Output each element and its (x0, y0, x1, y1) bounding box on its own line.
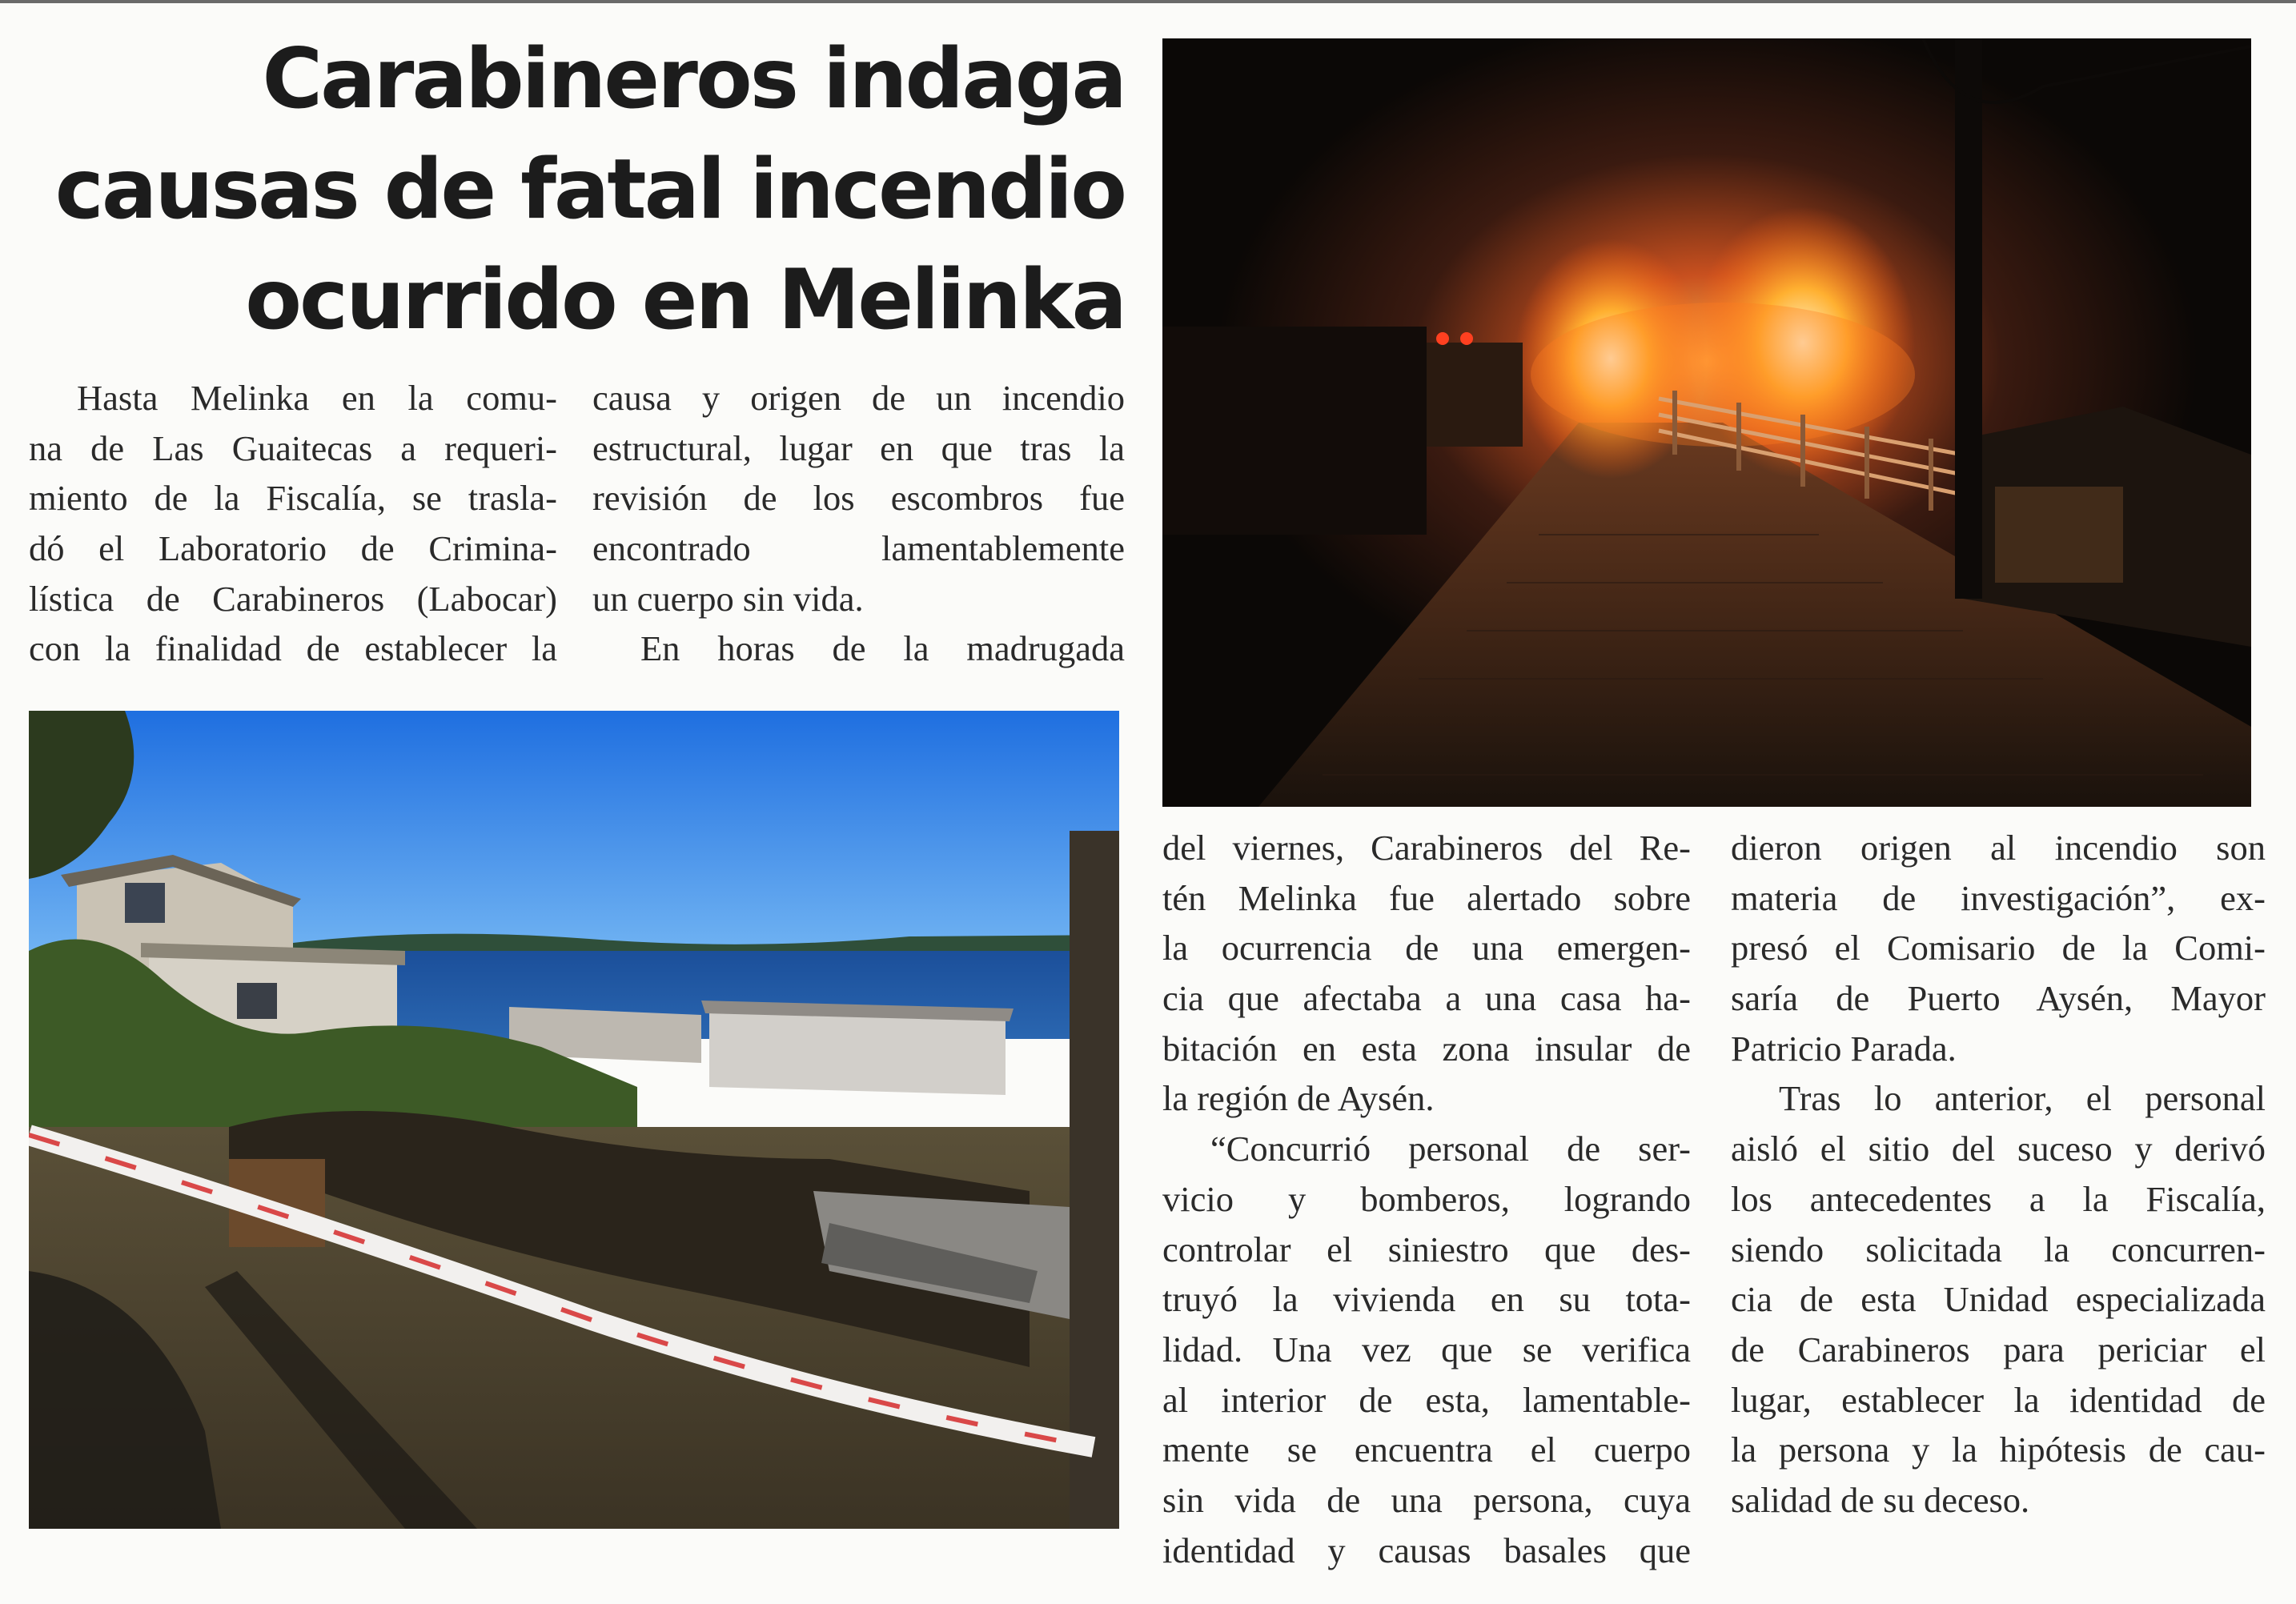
text-line: la región de Aysén. (1162, 1078, 1435, 1119)
text-line: presó el Comisario de la Comi- (1731, 928, 2266, 968)
headline-line: ocurrido en Melinka (245, 252, 1125, 348)
text-line: lística de Carabineros (Labocar) (29, 578, 557, 619)
text-line: “Concurrió personal de ser- (1210, 1129, 1691, 1169)
text-line: un cuerpo sin vida. (592, 578, 864, 619)
text-line: dó el Laboratorio de Crimina- (29, 528, 557, 569)
text-line: dieron origen al incendio son (1731, 828, 2266, 868)
article-column-2 (592, 373, 1125, 674)
text-line: na de Las Guaitecas a requeri- (29, 427, 557, 468)
text-line: salidad de su deceso. (1731, 1479, 2030, 1520)
text-line: mente se encuentra el cuerpo (1162, 1430, 1691, 1470)
house-fire-night-icon (1162, 38, 2251, 807)
text-line: bitación en esta zona insular de (1162, 1028, 1691, 1069)
headline-line: causas de fatal incendio (54, 142, 1125, 238)
text-line: tén Melinka fue alertado sobre (1162, 877, 1691, 918)
text-line: revisión de los escombros fue (592, 478, 1125, 519)
text-line: lugar, establecer la identidad de (1731, 1379, 2266, 1420)
text-line: sin vida de una persona, cuya (1162, 1479, 1691, 1520)
text-line: aisló el sitio del suceso y derivó (1731, 1129, 2266, 1169)
text-line: estructural, lugar en que tras la (592, 427, 1125, 468)
text-line: Tras lo anterior, el personal (1779, 1078, 2266, 1119)
text-line: truyó la vivienda en su tota- (1162, 1279, 1691, 1320)
text-line: cia de esta Unidad especializada (1731, 1279, 2266, 1320)
text-line: la ocurrencia de una emergen- (1162, 928, 1691, 968)
article-column-1 (29, 373, 557, 674)
text-line: con la finalidad de establecer la (29, 628, 557, 669)
text-line: vicio y bomberos, logrando (1162, 1178, 1691, 1219)
article-column-4 (1731, 823, 2266, 1526)
text-line: En horas de la madrugada (640, 628, 1125, 669)
text-line: al interior de esta, lamentable- (1162, 1379, 1691, 1420)
burned-house-ruins-icon (29, 711, 1119, 1529)
top-rule (0, 0, 2296, 3)
text-line: lidad. Una vez que se verifica (1162, 1329, 1691, 1369)
text-line: saría de Puerto Aysén, Mayor (1731, 978, 2266, 1019)
house-fire-photo (1162, 38, 2251, 807)
text-line: miento de la Fiscalía, se trasla- (29, 478, 557, 519)
text-line: del viernes, Carabineros del Re- (1162, 828, 1691, 868)
text-line: los antecedentes a la Fiscalía, (1731, 1178, 2266, 1219)
text-line: identidad y causas basales que (1162, 1530, 1691, 1570)
text-line: encontrado lamentablemente (592, 528, 1125, 569)
headline-line: Carabineros indaga (262, 31, 1125, 127)
article-headline (32, 24, 1125, 355)
burned-house-photo (29, 711, 1119, 1529)
text-line: materia de investigación”, ex- (1731, 877, 2266, 918)
article-column-3 (1162, 823, 1691, 1575)
text-line: causa y origen de un incendio (592, 378, 1125, 418)
text-line: Hasta Melinka en la comu- (77, 378, 557, 418)
text-line: de Carabineros para periciar el (1731, 1329, 2266, 1369)
text-line: Patricio Parada. (1731, 1028, 1957, 1069)
text-line: la persona y la hipótesis de cau- (1731, 1430, 2266, 1470)
text-line: controlar el siniestro que des- (1162, 1229, 1691, 1269)
text-line: siendo solicitada la concurren- (1731, 1229, 2266, 1269)
text-line: cia que afectaba a una casa ha- (1162, 978, 1691, 1019)
